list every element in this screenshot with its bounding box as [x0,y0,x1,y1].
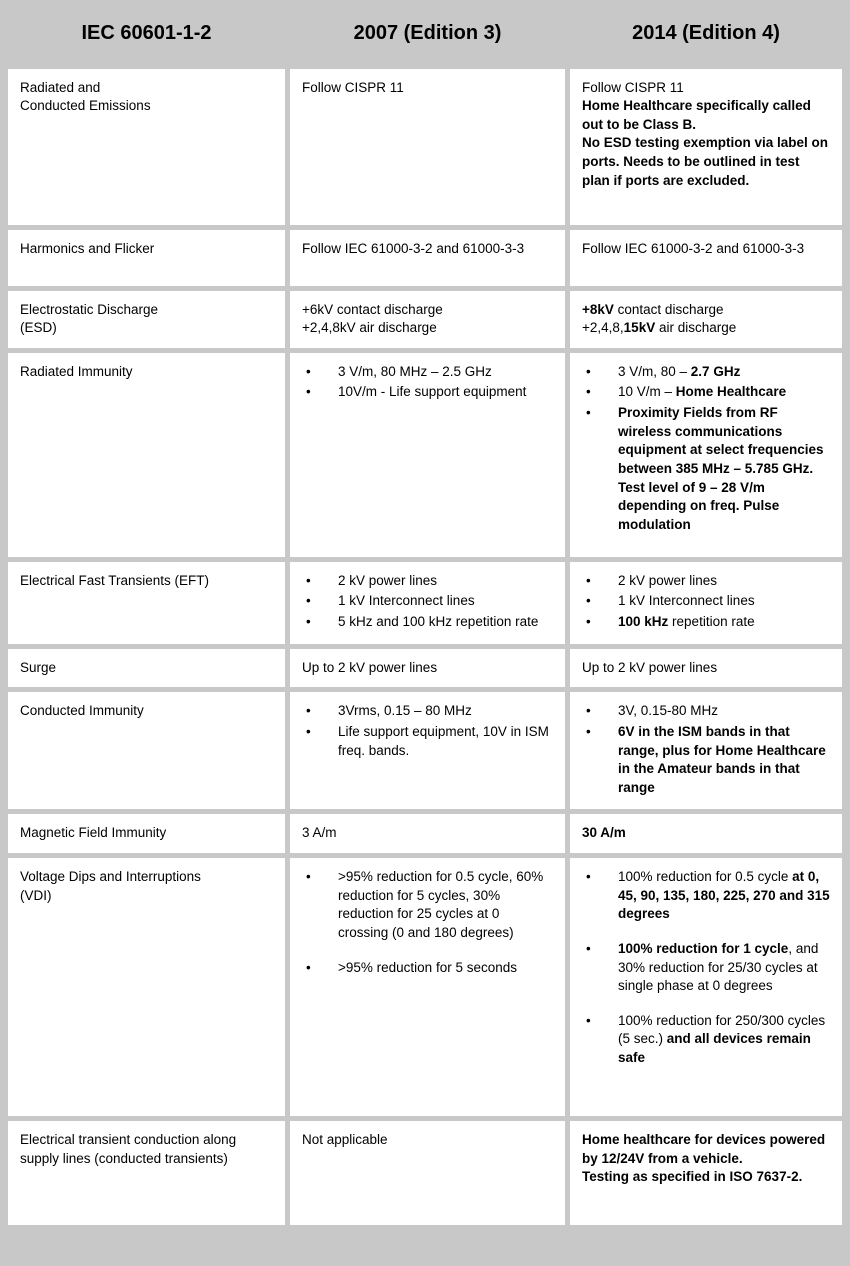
bullet-item: • 10 V/m – Home Healthcare [582,383,830,402]
table-row [8,69,842,225]
text-line: Follow IEC 61000-3-2 and 61000-3-3 [582,240,805,256]
row-edition4-radiated-immunity [570,353,842,557]
row-topic-surge [8,649,285,688]
bullet-item: • 10V/m - Life support equipment [302,383,553,402]
table-row [8,291,842,348]
bullet-item: • >95% reduction for 5 seconds [302,959,553,978]
topic-line: Electrical Fast Transients (EFT) [20,572,210,588]
bullet-list [582,868,830,1068]
text-line: Up to 2 kV power lines [302,659,438,675]
topic-line: (VDI) [20,887,52,903]
row-topic-electrical-fast-transients [8,562,285,644]
bullet-list [302,702,553,760]
row-edition3-electrical-transient-conduction [290,1121,565,1225]
text-line: Follow CISPR 11 [302,79,404,95]
row-edition4-voltage-dips-and-interruptions [570,858,842,1116]
header-cell-edition4: 2014 (Edition 4) [570,4,842,64]
bullet-item: • 100% reduction for 0.5 cycle at 0, 45, 90, 135, 180, 225, 270 and 315 degrees [582,868,830,924]
topic-line: Electrostatic Discharge [20,301,159,317]
bullet-item: • 6V in the ISM bands in that range, plus for Home Healthcare in the Amateur bands in that range [582,723,830,798]
bullet-item: • 3 V/m, 80 – 2.7 GHz [582,363,830,382]
bullet-list [582,702,830,797]
topic-line: Radiated Immunity [20,363,133,379]
row-edition4-conducted-immunity [570,692,842,809]
table-row [8,858,842,1116]
text-line: +8kV contact discharge +2,4,8,15kV air discharge [582,301,737,336]
row-edition3-electrical-fast-transients [290,562,565,644]
row-edition4-harmonics-and-flicker [570,230,842,286]
bullet-item: • 3Vrms, 0.15 – 80 MHz [302,702,553,721]
text-line: +6kV contact discharge [302,301,443,317]
table-row [8,814,842,853]
topic-line: Surge [20,659,57,675]
row-topic-voltage-dips-and-interruptions [8,858,285,1116]
row-edition3-magnetic-field-immunity [290,814,565,853]
row-edition4-electrical-fast-transients [570,562,842,644]
bullet-item: • Life support equipment, 10V in ISM freq. bands. [302,723,553,760]
row-edition4-surge [570,649,842,688]
row-edition3-harmonics-and-flicker [290,230,565,286]
bullet-item: • 3V, 0.15-80 MHz [582,702,830,721]
table-body [8,69,842,1226]
table-row [8,1121,842,1225]
row-topic-radiated-immunity [8,353,285,557]
bullet-list [302,868,553,977]
text-line: Follow IEC 61000-3-2 and 61000-3-3 [302,240,525,256]
row-edition4-radiated-and-conducted-emissions [570,69,842,225]
topic-line: Electrical transient conduction along supply lines (conducted transients) [20,1132,237,1166]
row-topic-electrical-transient-conduction [8,1121,285,1225]
row-topic-electrostatic-discharge [8,291,285,348]
row-edition3-radiated-and-conducted-emissions [290,69,565,225]
row-edition3-voltage-dips-and-interruptions [290,858,565,1116]
text-line: Not applicable [302,1132,388,1148]
table-row [8,353,842,557]
bullet-item: • Proximity Fields from RF wireless communications equipment at select frequencies between 385 MHz – 5.785 GHz. Test level of 9 – 28 V/m depending on freq. Pulse modulation [582,404,830,534]
row-topic-harmonics-and-flicker [8,230,285,286]
table-row [8,692,842,809]
row-edition3-conducted-immunity [290,692,565,809]
topic-line: Conducted Emissions [20,98,151,114]
row-topic-radiated-and-conducted-emissions [8,69,285,225]
table-row [8,230,842,286]
bullet-item: • 100% reduction for 250/300 cycles (5 sec.) and all devices remain safe [582,1012,830,1068]
header-cell-edition3: 2007 (Edition 3) [290,4,565,64]
header-cell-standard: IEC 60601-1-2 [8,4,285,64]
row-edition3-radiated-immunity [290,353,565,557]
bullet-list [302,363,553,402]
topic-line: Magnetic Field Immunity [20,825,167,841]
bullet-item: • 5 kHz and 100 kHz repetition rate [302,613,553,632]
row-edition3-electrostatic-discharge [290,291,565,348]
topic-line: Voltage Dips and Interruptions [20,869,201,885]
bullet-list [302,572,553,632]
bullet-item: • 3 V/m, 80 MHz – 2.5 GHz [302,363,553,382]
topic-line: Conducted Immunity [20,703,144,719]
text-line: Follow CISPR 11 Home Healthcare specifically called out to be Class B. No ESD testing exemption via label on ports. Needs to be outlined in test plan if ports are excluded. [582,79,829,188]
topic-line: Harmonics and Flicker [20,240,155,256]
row-edition4-magnetic-field-immunity [570,814,842,853]
bullet-item: • >95% reduction for 0.5 cycle, 60% reduction for 5 cycles, 30% reduction for 25 cycles at 0 crossing (0 and 180 degrees) [302,868,553,943]
row-edition3-surge [290,649,565,688]
text-line: +2,4,8kV air discharge [302,320,437,336]
bullet-item: • 2 kV power lines [302,572,553,591]
bullet-item: • 100 kHz repetition rate [582,613,830,632]
topic-line: Radiated and [20,79,101,95]
table-row [8,649,842,688]
row-topic-magnetic-field-immunity [8,814,285,853]
row-topic-conducted-immunity [8,692,285,809]
bullet-item: • 2 kV power lines [582,572,830,591]
bullet-item: • 1 kV Interconnect lines [302,592,553,611]
text-line: Home healthcare for devices powered by 12/24V from a vehicle. Testing as specified in ISO 7637-2. [582,1132,826,1185]
row-edition4-electrical-transient-conduction [570,1121,842,1225]
bullet-item: • 100% reduction for 1 cycle, and 30% reduction for 25/30 cycles at single phase at 0 degrees [582,940,830,996]
text-line: 3 A/m [302,825,337,841]
topic-line: (ESD) [20,320,57,336]
row-edition4-electrostatic-discharge [570,291,842,348]
bullet-item: • 1 kV Interconnect lines [582,592,830,611]
text-line: 30 A/m [582,825,626,841]
bullet-list [582,572,830,632]
bullet-list [582,363,830,535]
table-row [8,562,842,644]
table-header-row [8,4,842,64]
text-line: Up to 2 kV power lines [582,659,718,675]
